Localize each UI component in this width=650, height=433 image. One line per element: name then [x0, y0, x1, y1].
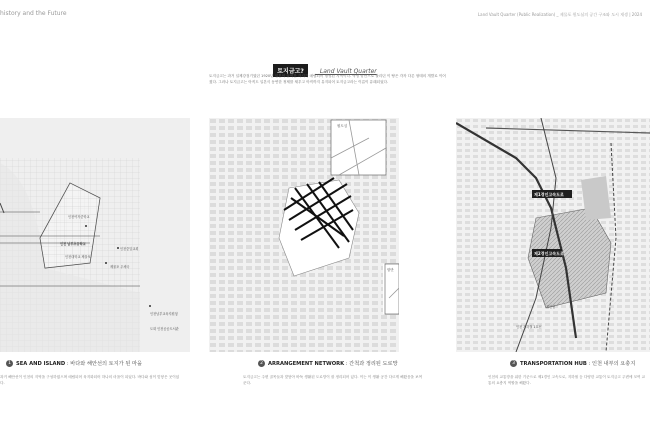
desc-sea-island: 과거 해안선이 인천의 지역을 구성하였으며 매립되어 육지화되어 하나의 마을이 되었다. 바다와 섬이 맞닿은 곳이었다.: [0, 375, 180, 385]
label-school-1: 인천여자중학교: [68, 215, 90, 219]
label-post: 제물포 우체국: [110, 265, 130, 269]
label-railway: 경인선: [546, 305, 556, 309]
page-subtitle: _ Land Vault Quarter: [315, 68, 377, 75]
caption-number-3: 3: [510, 360, 517, 367]
map-network: [209, 118, 399, 352]
map-panel-transport: [456, 118, 650, 352]
intro-paragraph: 토지금고는 과거 일제강점기였던 1920년 일본이 들여간 각지가 매립되어 형성된 지역이다. 낙성 항만으로 불리던 이 땅은 각자 다른 형태의 개발로 이어졌다. 그러나 토지금고는 아직도 일본식 동연한 정제를 채우고 아직까지 유지되어 토지금고라는 이름이 유래되었다.: [209, 74, 446, 84]
map-sea-island: [0, 118, 190, 352]
label-edu: 인천남부교육지원청: [150, 312, 178, 316]
map-panel-network: [209, 118, 399, 352]
inset-top-label: 원도심: [337, 124, 348, 128]
label-highway-1: 제1경인고속도로: [534, 192, 564, 197]
caption-sub-1: : 바다와 해안선의 토지가 된 마을: [66, 361, 142, 367]
desc-transport: 인천의 교통망을 위한 기준으로 제1경인 고속도로, 지하철 등 다양한 교통이 토지금고 주변에 모여 교통의 요충지 역할을 해왔다.: [488, 375, 646, 385]
caption-number-2: 2: [258, 360, 265, 367]
label-univ: 인천대학교 제물포: [65, 255, 91, 259]
header-left: history and the Future: [0, 10, 67, 17]
label-church: 인천중앙교회: [120, 247, 139, 251]
label-library: 도화 인천공공도서관: [150, 327, 179, 331]
caption-network: [258, 360, 398, 367]
caption-title-3: TRANSPORTATION HUB: [520, 361, 587, 367]
label-subway: 인천 지하철 1호선: [516, 325, 542, 329]
page-title: 토지금고?: [273, 64, 308, 77]
caption-sub-2: : 간척과 정리된 도로망: [345, 361, 398, 367]
inset-bottom-label: 항만: [387, 268, 394, 272]
label-school-2: 인천 남부초등학교: [60, 242, 86, 246]
label-highway-2: 제2경인고속도로: [534, 251, 564, 256]
caption-title-2: ARRANGEMENT NETWORK: [268, 361, 345, 367]
caption-sea-island: [6, 360, 142, 367]
header-right: Land Vault Quarter (Public Realization) _ 제물포 원도심의 공간 구조와 도시 재생 | 2024: [477, 12, 642, 17]
desc-network: 토지금고는 주변 골목들과 맞닿아 바둑 생활된 도로망이 잘 정리되어 있다. 이는 이 생활 공간 다르게 해왔음을 보여준다.: [243, 375, 423, 385]
caption-number-1: 1: [6, 360, 13, 367]
map-transport: [456, 118, 650, 352]
map-panel-sea-island: [0, 118, 190, 352]
caption-title-1: SEA AND ISLAND: [16, 361, 66, 367]
caption-transport: [510, 360, 635, 367]
caption-sub-3: : 인천 내부의 요충지: [588, 361, 636, 367]
